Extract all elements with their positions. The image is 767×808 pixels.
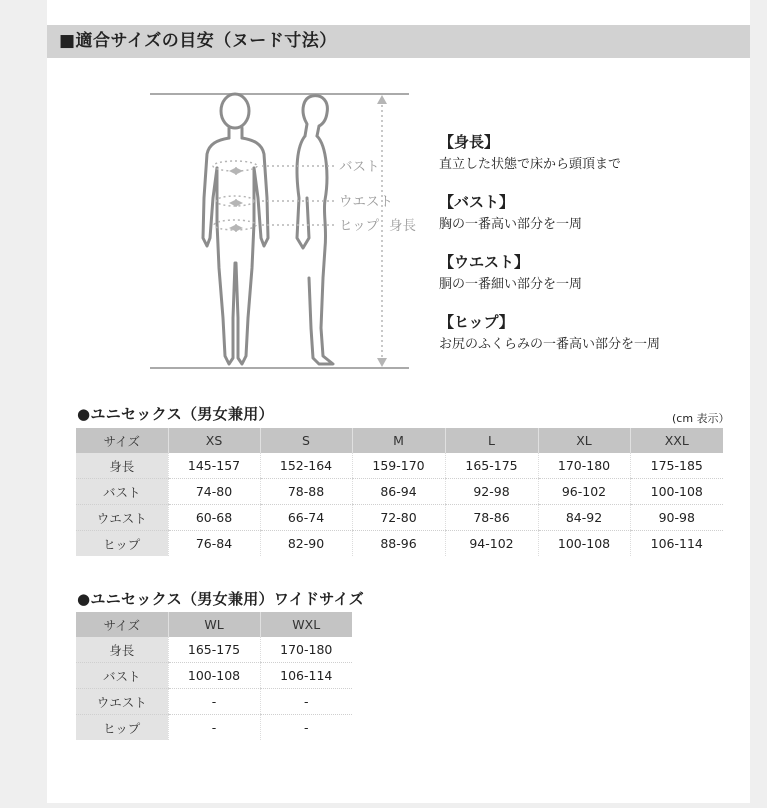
header-cell: S: [260, 428, 352, 453]
wide-size-table: [76, 612, 352, 740]
table-row: [76, 637, 352, 663]
desc-waist: [439, 252, 739, 295]
section-title: ■適合サイズの目安（ヌード寸法）: [47, 25, 750, 58]
unit-note: (cm 表示）: [672, 412, 730, 425]
table-cell: 170-180: [260, 637, 352, 663]
row-label: ウエスト: [76, 505, 168, 531]
table-cell: 78-88: [260, 479, 352, 505]
table-header-row: [76, 428, 723, 453]
table-cell: 170-180: [538, 453, 630, 479]
table-cell: 66-74: [260, 505, 352, 531]
desc-title: 【身長】: [439, 133, 500, 151]
body-measurement-illustration: [147, 88, 417, 378]
table-cell: -: [168, 715, 260, 741]
header-cell: XXL: [630, 428, 723, 453]
desc-text: 直立した状態で床から頭頂まで: [439, 157, 622, 172]
bust-label: バスト: [339, 159, 380, 175]
table-cell: 145-157: [168, 453, 260, 479]
side-body-outline: [297, 96, 333, 364]
table-cell: 96-102: [538, 479, 630, 505]
table-row: [76, 531, 723, 557]
unisex-table-title: ●ユニセックス（男女兼用）: [77, 405, 274, 423]
unisex-size-table: [76, 428, 723, 556]
desc-text: 胸の一番高い部分を一周: [439, 217, 583, 232]
desc-text: お尻のふくらみの一番高い部分を一周: [439, 337, 661, 352]
table-cell: -: [168, 689, 260, 715]
header-cell: XS: [168, 428, 260, 453]
table-row: [76, 715, 352, 741]
size-guide-page: [47, 0, 750, 803]
header-cell: L: [445, 428, 538, 453]
desc-hip: [439, 312, 739, 355]
table-cell: 106-114: [630, 531, 723, 557]
header-cell: M: [352, 428, 445, 453]
row-label: 身長: [76, 637, 168, 663]
row-label: バスト: [76, 479, 168, 505]
hip-label: ヒップ: [339, 218, 380, 234]
desc-title: 【ウエスト】: [439, 253, 530, 271]
table-cell: 82-90: [260, 531, 352, 557]
table-cell: 100-108: [538, 531, 630, 557]
table-cell: 90-98: [630, 505, 723, 531]
table-row: [76, 505, 723, 531]
measurement-descriptions: [439, 132, 739, 372]
waist-label: ウエスト: [339, 194, 393, 210]
table-cell: -: [260, 715, 352, 741]
header-cell: サイズ: [76, 428, 168, 453]
desc-text: 胴の一番細い部分を一周: [439, 277, 583, 292]
row-label: ヒップ: [76, 531, 168, 557]
table-cell: 175-185: [630, 453, 723, 479]
desc-title: 【ヒップ】: [439, 313, 514, 331]
table-cell: 88-96: [352, 531, 445, 557]
table-row: [76, 689, 352, 715]
table-cell: 74-80: [168, 479, 260, 505]
height-label: 身長: [389, 218, 416, 234]
body-figure-svg: [147, 88, 417, 378]
table-row: [76, 663, 352, 689]
height-arrow-top-icon: [377, 95, 387, 104]
row-label: ヒップ: [76, 715, 168, 741]
header-cell: XL: [538, 428, 630, 453]
row-label: バスト: [76, 663, 168, 689]
table-cell: 159-170: [352, 453, 445, 479]
table-cell: 152-164: [260, 453, 352, 479]
desc-bust: [439, 192, 739, 235]
table-cell: 165-175: [168, 637, 260, 663]
header-cell: WL: [168, 612, 260, 637]
desc-title: 【バスト】: [439, 193, 515, 211]
table-cell: 92-98: [445, 479, 538, 505]
header-cell: サイズ: [76, 612, 168, 637]
table-cell: 78-86: [445, 505, 538, 531]
table-cell: 100-108: [630, 479, 723, 505]
table-cell: 106-114: [260, 663, 352, 689]
row-label: ウエスト: [76, 689, 168, 715]
height-arrow-bottom-icon: [377, 358, 387, 367]
table-cell: 165-175: [445, 453, 538, 479]
table-header-row: [76, 612, 352, 637]
table-cell: 100-108: [168, 663, 260, 689]
table-cell: 60-68: [168, 505, 260, 531]
table-row: [76, 453, 723, 479]
table-cell: 84-92: [538, 505, 630, 531]
table-cell: 72-80: [352, 505, 445, 531]
table-row: [76, 479, 723, 505]
table-cell: 94-102: [445, 531, 538, 557]
band-arrows: [229, 167, 243, 232]
row-label: 身長: [76, 453, 168, 479]
table-cell: 76-84: [168, 531, 260, 557]
desc-height: [439, 132, 739, 175]
header-cell: WXL: [260, 612, 352, 637]
wide-size-table-title: ●ユニセックス（男女兼用）ワイドサイズ: [77, 590, 364, 608]
table-cell: 86-94: [352, 479, 445, 505]
table-cell: -: [260, 689, 352, 715]
